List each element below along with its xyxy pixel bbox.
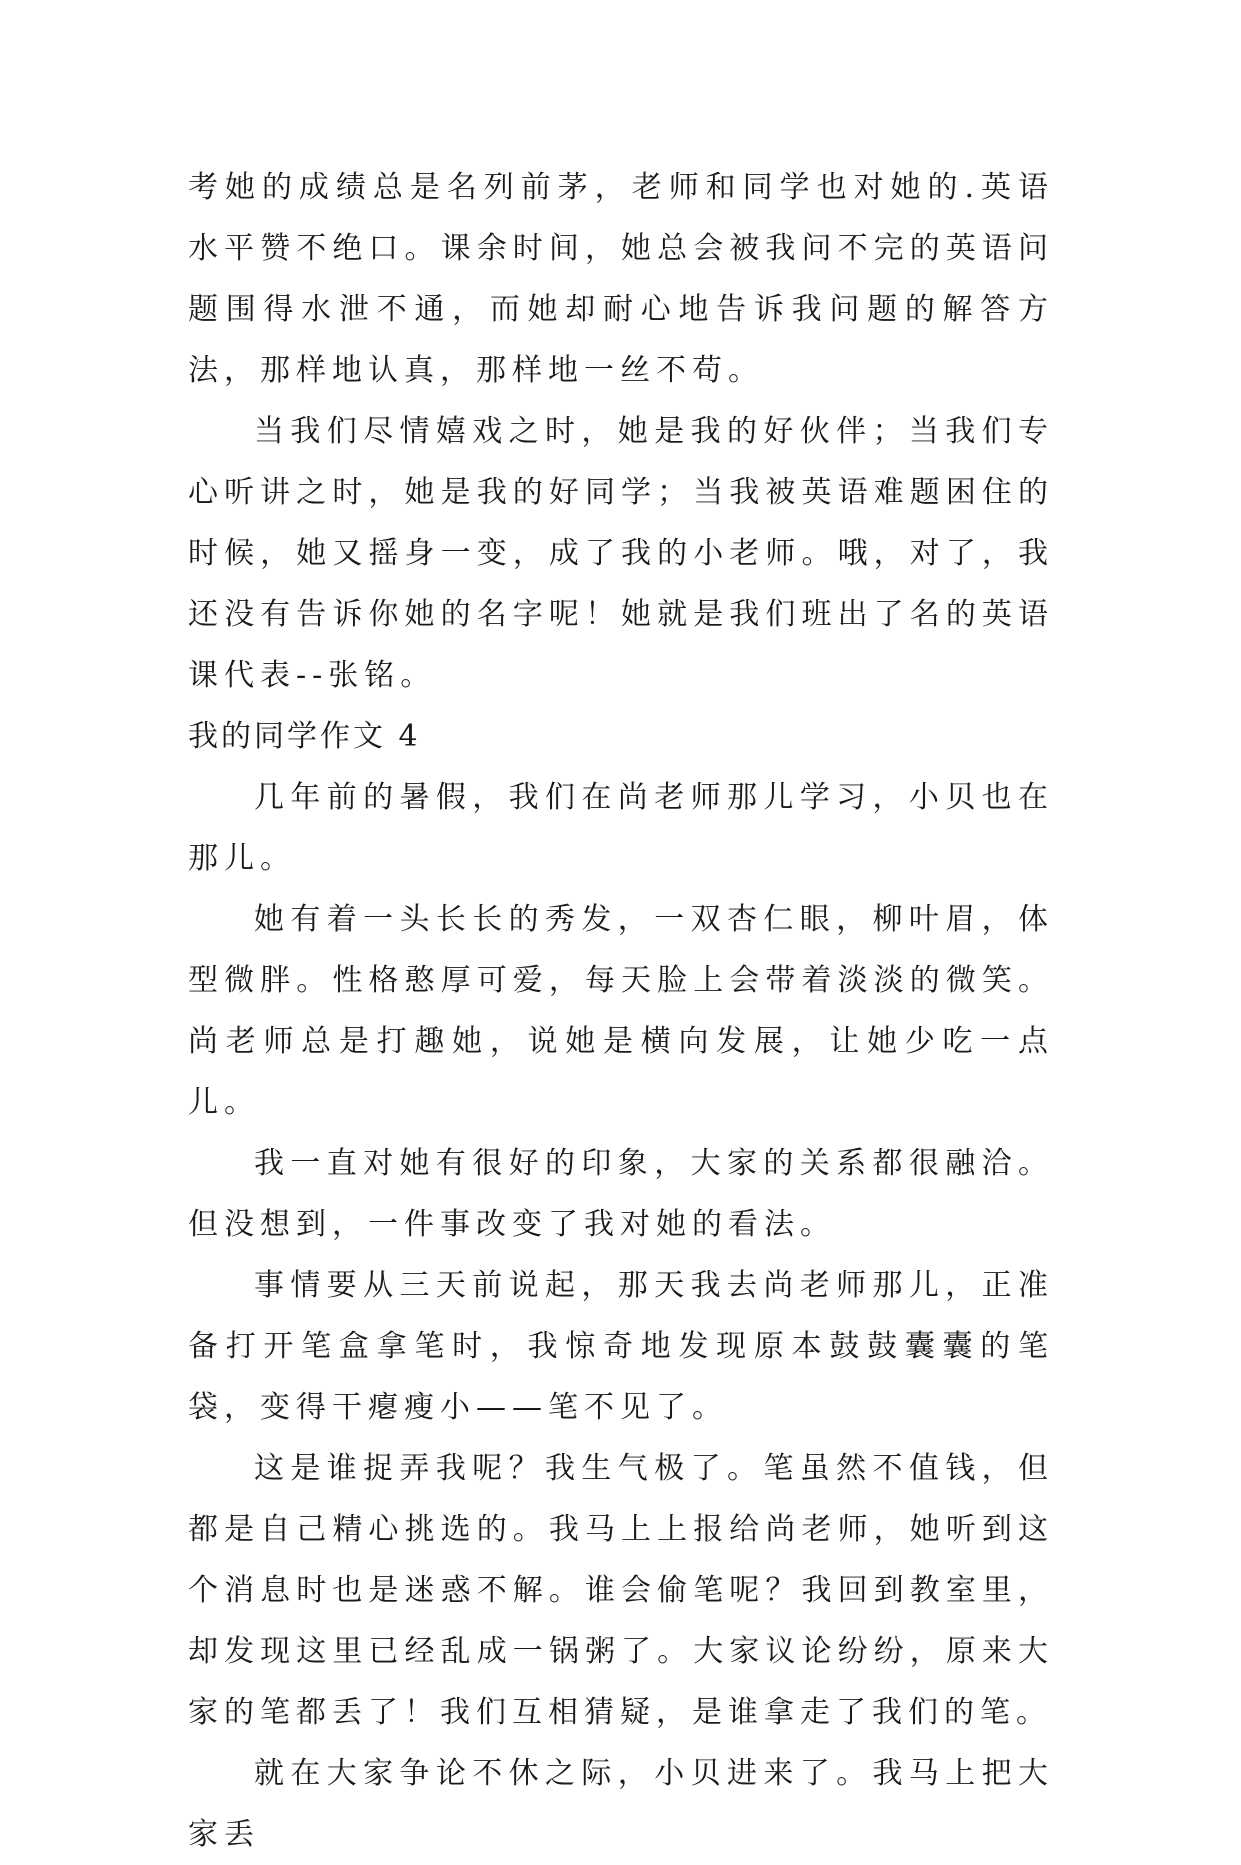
- paragraph-2: 当我们尽情嬉戏之时，她是我的好伙伴；当我们专心听讲之时，她是我的好同学；当我被英语难题困住的时候，她又摇身一变，成了我的小老师。哦，对了，我还没有告诉你她的名字呢！她就是我们班出了名的英语课代表--张铭。: [188, 414, 1054, 693]
- paragraph-7: 这是谁捉弄我呢？我生气极了。笔虽然不值钱，但都是自己精心挑选的。我马上上报给尚老师，她听到这个消息时也是迷惑不解。谁会偷笔呢？我回到教室里，却发现这里已经乱成一锅粥了。大家议论纷纷，原来大家的笔都丢了！我们互相猜疑，是谁拿走了我们的笔。: [188, 1451, 1054, 1730]
- document-body: [188, 157, 1054, 1865]
- paragraph-3: 几年前的暑假，我们在尚老师那儿学习，小贝也在那儿。: [188, 780, 1054, 876]
- paragraph-1: 考她的成绩总是名列前茅，老师和同学也对她的.英语水平赞不绝口。课余时间，她总会被我问不完的英语问题围得水泄不通，而她却耐心地告诉我问题的解答方法，那样地认真，那样地一丝不苟。: [188, 170, 1054, 388]
- paragraph-8: 就在大家争论不休之际，小贝进来了。我马上把大家丢: [188, 1756, 1054, 1852]
- section-heading: 我的同学作文 4: [188, 719, 421, 754]
- paragraph-6: 事情要从三天前说起，那天我去尚老师那儿，正准备打开笔盒拿笔时，我惊奇地发现原本鼓鼓囊囊的笔袋，变得干瘪瘦小——笔不见了。: [188, 1268, 1054, 1425]
- paragraph-5: 我一直对她有很好的印象，大家的关系都很融洽。但没想到，一件事改变了我对她的看法。: [188, 1146, 1054, 1242]
- paragraph-4: 她有着一头长长的秀发，一双杏仁眼，柳叶眉，体型微胖。性格憨厚可爱，每天脸上会带着淡淡的微笑。尚老师总是打趣她，说她是横向发展，让她少吃一点儿。: [188, 902, 1054, 1120]
